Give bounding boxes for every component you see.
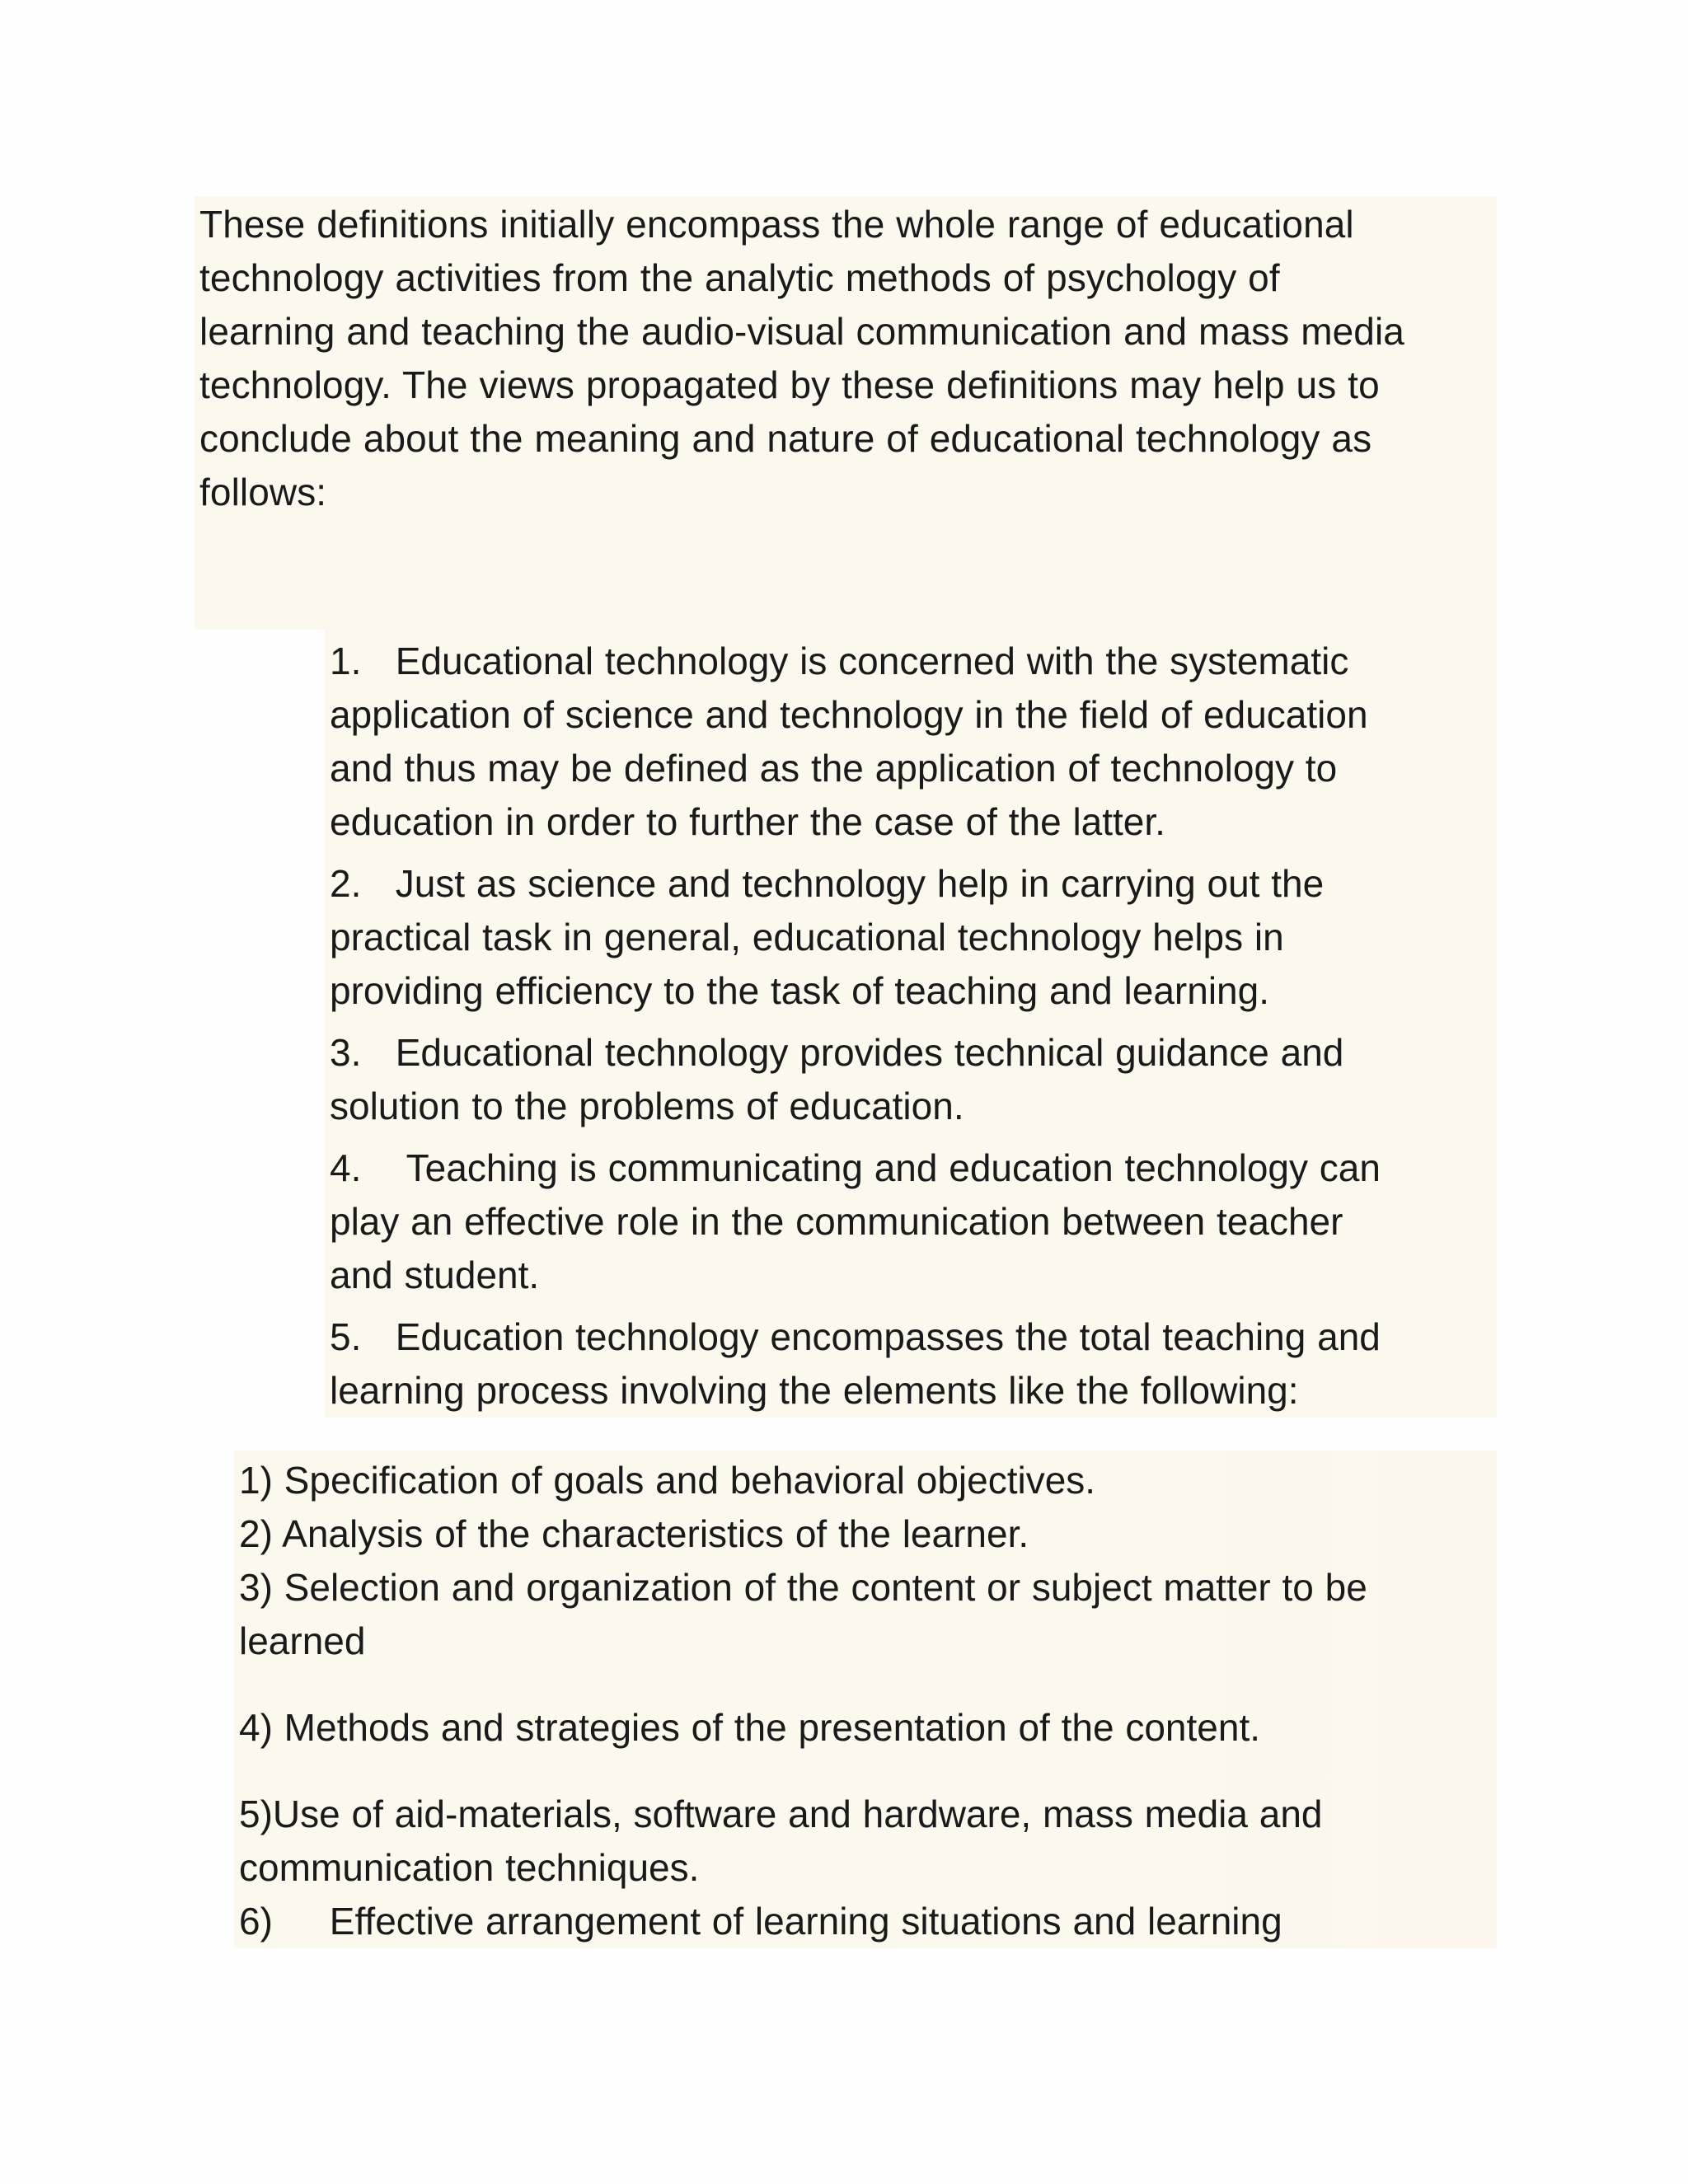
list-item: 3) Selection and organization of the content or subject matter to be learned bbox=[239, 1566, 1367, 1662]
list-item: 1) Specification of goals and behavioral objectives. bbox=[239, 1459, 1096, 1502]
list-item: 4. Teaching is communicating and education technology can play an effective role in the communication between teacher and student. bbox=[330, 1146, 1381, 1296]
list-item: 5. Education technology encompasses the total teaching and learning process involving the elements like the following: bbox=[330, 1315, 1381, 1412]
elements-list bbox=[234, 1451, 1497, 1948]
list-item: 1. Educational technology is concerned with the systematic application of science and technology in the field of education and thus may be defined as the application of technology to education in order to further the case of the latter. bbox=[330, 640, 1368, 843]
list-item: 3. Educational technology provides technical guidance and solution to the problems of education. bbox=[330, 1031, 1344, 1127]
numbered-list bbox=[325, 630, 1497, 1418]
list-item: 6) Effective arrangement of learning situations and learning bbox=[239, 1900, 1282, 1943]
list-item: 2) Analysis of the characteristics of the learner. bbox=[239, 1512, 1029, 1555]
list-item: 4) Methods and strategies of the presentation of the content. bbox=[239, 1706, 1261, 1749]
list-item: 5)Use of aid-materials, software and hardware, mass media and communication techniques. bbox=[239, 1793, 1323, 1889]
intro-paragraph: These definitions initially encompass the whole range of educational technology activities from the analytic methods of psychology of learning and teaching the audio-visual communication and mass media technology. The views propagated by these definitions may help us to conclude about the meaning and nature of educational technology as follows: bbox=[199, 203, 1404, 513]
list-item: 2. Just as science and technology help in carrying out the practical task in general, educational technology helps in providing efficiency to the task of teaching and learning. bbox=[330, 862, 1325, 1012]
intro-paragraph-block bbox=[195, 196, 1497, 630]
